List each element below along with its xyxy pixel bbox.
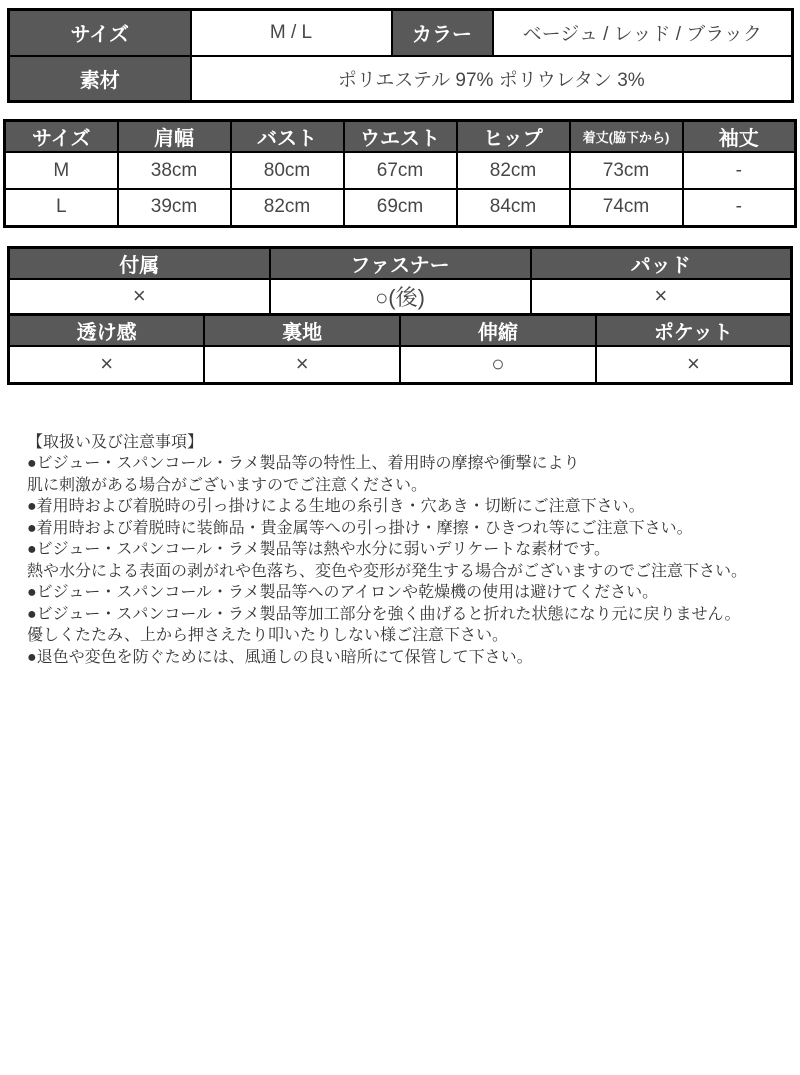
features-b-value-row (9, 346, 792, 383)
col-header-fastener: ファスナー (270, 247, 531, 279)
care-note-line: ●ビジュー・スパンコール・ラメ製品等加工部分を強く曲げると折れた状態になり元に戻りません。 (27, 605, 741, 623)
col-header-size: サイズ (5, 121, 118, 153)
col-header-lining: 裏地 (204, 315, 400, 347)
col-header-sheerness: 透け感 (9, 315, 205, 347)
size-label-cell: サイズ (9, 10, 191, 56)
col-header-sleeve: 袖丈 (683, 121, 796, 153)
features-b-header-row (9, 315, 792, 347)
sheerness-value-cell: × (9, 346, 205, 383)
features-a-header-row (9, 247, 792, 279)
size-l-cell: L (5, 189, 118, 226)
color-label-cell: カラー (392, 10, 493, 56)
stretch-value-cell: ○ (400, 346, 596, 383)
care-note-line: 肌に刺激がある場合がございますのでご注意ください。 (27, 476, 428, 494)
m-shoulder-cell: 38cm (118, 152, 231, 189)
l-sleeve-cell: - (683, 189, 796, 226)
col-header-length: 着丈(脇下から) (570, 121, 683, 153)
measurements-row-m (5, 152, 796, 189)
col-header-shoulder: 肩幅 (118, 121, 231, 153)
accessory-value-cell: × (9, 279, 270, 315)
col-header-pad: パッド (531, 247, 792, 279)
features-a-value-row (9, 279, 792, 315)
l-bust-cell: 82cm (231, 189, 344, 226)
features-table-a (7, 246, 793, 317)
l-waist-cell: 69cm (344, 189, 457, 226)
m-waist-cell: 67cm (344, 152, 457, 189)
measurements-header-row (5, 121, 796, 153)
care-notes-title: 【取扱い及び注意事項】 (27, 433, 204, 451)
spec-row-material (9, 56, 793, 102)
material-label-cell: 素材 (9, 56, 191, 102)
measurements-row-l (5, 189, 796, 226)
care-note-line: 熱や水分による表面の剥がれや色落ち、変色や変形が発生する場合がございますのでご注意下さい。 (27, 562, 748, 580)
color-value-cell: ベージュ / レッド / ブラック (493, 10, 793, 56)
m-hip-cell: 82cm (457, 152, 570, 189)
col-header-stretch: 伸縮 (400, 315, 596, 347)
care-note-line: ●退色や変色を防ぐためには、風通しの良い暗所にて保管して下さい。 (27, 648, 533, 666)
col-header-pocket: ポケット (596, 315, 792, 347)
features-table-b (7, 313, 793, 385)
material-value-cell: ポリエステル 97% ポリウレタン 3% (191, 56, 793, 102)
col-header-accessory: 付属 (9, 247, 270, 279)
care-note-line: ●ビジュー・スパンコール・ラメ製品等の特性上、着用時の摩擦や衝撃により (27, 455, 580, 472)
care-note-line: ●ビジュー・スパンコール・ラメ製品等へのアイロンや乾燥機の使用は避けてください。 (27, 584, 659, 601)
l-hip-cell: 84cm (457, 189, 570, 226)
care-notes (27, 432, 800, 669)
care-note-line: ●ビジュー・スパンコール・ラメ製品等は熱や水分に弱いデリケートな素材です。 (27, 541, 610, 558)
pad-value-cell: × (531, 279, 792, 315)
size-m-cell: M (5, 152, 118, 189)
col-header-hip: ヒップ (457, 121, 570, 153)
size-value-cell: M / L (191, 10, 392, 56)
care-note-line: ●着用時および着脱時の引っ掛けによる生地の糸引き・穴あき・切断にご注意下さい。 (27, 498, 645, 515)
m-sleeve-cell: - (683, 152, 796, 189)
measurements-table (3, 119, 797, 228)
pocket-value-cell: × (596, 346, 792, 383)
lining-value-cell: × (204, 346, 400, 383)
care-note-line: 優しくたたみ、上から押さえたり叩いたりしない様ご注意下さい。 (27, 627, 508, 644)
col-header-bust: バスト (231, 121, 344, 153)
spec-table (7, 8, 794, 103)
m-length-cell: 73cm (570, 152, 683, 189)
spec-row-size-color (9, 10, 793, 56)
l-length-cell: 74cm (570, 189, 683, 226)
fastener-value-cell: ○(後) (270, 279, 531, 315)
m-bust-cell: 80cm (231, 152, 344, 189)
l-shoulder-cell: 39cm (118, 189, 231, 226)
col-header-waist: ウエスト (344, 121, 457, 153)
care-note-line: ●着用時および着脱時に装飾品・貴金属等への引っ掛け・摩擦・ひきつれ等にご注意下さい。 (27, 519, 693, 537)
